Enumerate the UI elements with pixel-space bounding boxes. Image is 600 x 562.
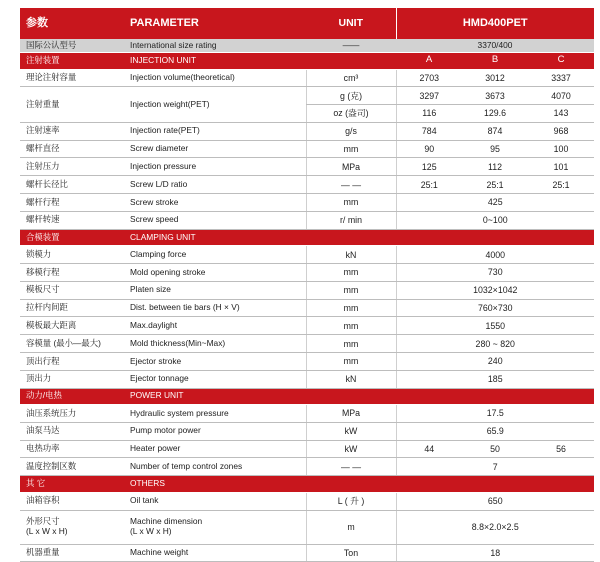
row-unit: kW (306, 422, 396, 440)
row-value-b: 112 (462, 158, 528, 176)
row-value-b: 95 (462, 140, 528, 158)
row-value-c: 3337 (528, 69, 594, 87)
table-row (20, 544, 594, 562)
row-en: Hydraulic system pressure (130, 405, 306, 423)
row-en: Clamping force (130, 246, 306, 264)
row-unit: kN (306, 370, 396, 388)
table-row (20, 246, 594, 264)
row-cn: 拉杆内间距 (20, 299, 130, 317)
row-en: Screw speed (130, 211, 306, 229)
row-unit: mm (306, 140, 396, 158)
header-en: PARAMETER (130, 8, 306, 39)
table-row (20, 299, 594, 317)
row-unit: kN (306, 246, 396, 264)
row-value-c: 25:1 (528, 176, 594, 194)
row-value-c: 4070 (528, 87, 594, 105)
row-value: 280 ~ 820 (396, 335, 594, 353)
row-value: 0~100 (396, 211, 594, 229)
table-row (20, 158, 594, 176)
row-value: 240 (396, 352, 594, 370)
size-rating-cn: 国际公认型号 (20, 39, 130, 53)
row-value-b: 25:1 (462, 176, 528, 194)
table-row (20, 458, 594, 476)
table-row (20, 440, 594, 458)
row-en: Ejector tonnage (130, 370, 306, 388)
row-cn: 螺杆行程 (20, 194, 130, 212)
row-value-c: 968 (528, 122, 594, 140)
row-cn: 温度控制区数 (20, 458, 130, 476)
row-unit: MPa (306, 405, 396, 423)
row-value-c: 56 (528, 440, 594, 458)
row-en: Mold thickness(Min~Max) (130, 335, 306, 353)
row-en: Pump motor power (130, 422, 306, 440)
row-en: Screw diameter (130, 140, 306, 158)
row-cn: 油压系统压力 (20, 405, 130, 423)
row-value: 650 (396, 492, 594, 510)
row-unit: mm (306, 317, 396, 335)
row-en: Injection rate(PET) (130, 122, 306, 140)
table-row (20, 87, 594, 105)
row-unit: cm³ (306, 69, 396, 87)
section-title-en: INJECTION UNIT (130, 53, 306, 70)
row-unit: — — (306, 176, 396, 194)
row-value-a: 125 (396, 158, 462, 176)
row-en: Heater power (130, 440, 306, 458)
row-unit: g (克) (306, 87, 396, 105)
section-power (20, 388, 594, 405)
size-rating-unit: —— (306, 39, 396, 53)
row-unit-oz: oz (盎司) (306, 105, 396, 123)
table-header (20, 8, 594, 39)
section-title-en: OTHERS (130, 476, 594, 493)
table-row (20, 140, 594, 158)
table-row (20, 194, 594, 212)
screw-col-a: A (396, 53, 462, 70)
row-cn: 注射重量 (20, 87, 130, 123)
row-en: Injection volume(theoretical) (130, 69, 306, 87)
row-unit: m (306, 510, 396, 544)
row-en: Max.daylight (130, 317, 306, 335)
row-en: Number of temp control zones (130, 458, 306, 476)
row-cn: 油泵马达 (20, 422, 130, 440)
table-row (20, 405, 594, 423)
row-cn: 螺杆转速 (20, 211, 130, 229)
row-value-b: 3673 (462, 87, 528, 105)
row-unit: MPa (306, 158, 396, 176)
row-value: 8.8×2.0×2.5 (396, 510, 594, 544)
row-value-a: 2703 (396, 69, 462, 87)
row-value: 4000 (396, 246, 594, 264)
row-value: 730 (396, 263, 594, 281)
table-row (20, 317, 594, 335)
section-title-cn: 动力/电热 (20, 388, 130, 405)
size-rating-value: 3370/400 (396, 39, 594, 53)
table-row (20, 370, 594, 388)
row-cn: 顶出行程 (20, 352, 130, 370)
row-cn: 机器重量 (20, 544, 130, 562)
table-row (20, 263, 594, 281)
row-cn: 移模行程 (20, 263, 130, 281)
table-row (20, 176, 594, 194)
table-row (20, 510, 594, 544)
row-en: Injection weight(PET) (130, 87, 306, 123)
screw-col-b: B (462, 53, 528, 70)
row-en: Ejector stroke (130, 352, 306, 370)
row-value: 18 (396, 544, 594, 562)
row-value: 65.9 (396, 422, 594, 440)
row-en: Machine dimension (L x W x H) (130, 510, 306, 544)
row-value-a-oz: 116 (396, 105, 462, 123)
row-unit: mm (306, 263, 396, 281)
row-value-a: 784 (396, 122, 462, 140)
row-unit: Ton (306, 544, 396, 562)
row-value: 185 (396, 370, 594, 388)
row-value-b: 874 (462, 122, 528, 140)
row-cn: 容模量 (最小—最大) (20, 335, 130, 353)
table-row (20, 122, 594, 140)
row-value-a: 90 (396, 140, 462, 158)
table-row (20, 281, 594, 299)
row-cn: 锁模力 (20, 246, 130, 264)
row-unit: mm (306, 281, 396, 299)
row-unit: mm (306, 299, 396, 317)
table-row (20, 352, 594, 370)
row-value-c: 101 (528, 158, 594, 176)
table-row (20, 492, 594, 510)
row-en: Screw stroke (130, 194, 306, 212)
row-en: Machine weight (130, 544, 306, 562)
row-unit: mm (306, 194, 396, 212)
row-value: 760×730 (396, 299, 594, 317)
row-cn: 油箱容积 (20, 492, 130, 510)
header-unit: UNIT (306, 8, 396, 39)
row-en: Dist. between tie bars (H × V) (130, 299, 306, 317)
row-unit: mm (306, 335, 396, 353)
row-cn: 模板尺寸 (20, 281, 130, 299)
row-value: 425 (396, 194, 594, 212)
section-others (20, 476, 594, 493)
section-title-cn: 注射装置 (20, 53, 130, 70)
row-value: 1032×1042 (396, 281, 594, 299)
row-en: Oil tank (130, 492, 306, 510)
row-value-a: 44 (396, 440, 462, 458)
table-row (20, 335, 594, 353)
row-cn: 注射速率 (20, 122, 130, 140)
row-value-c-oz: 143 (528, 105, 594, 123)
table-row (20, 69, 594, 87)
row-value-b: 50 (462, 440, 528, 458)
row-cn: 注射压力 (20, 158, 130, 176)
header-cn: 参数 (20, 8, 130, 39)
row-en: Injection pressure (130, 158, 306, 176)
section-title-cn: 合模装置 (20, 229, 130, 246)
row-value-b-oz: 129.6 (462, 105, 528, 123)
section-clamping (20, 229, 594, 246)
row-value: 1550 (396, 317, 594, 335)
section-injection (20, 53, 594, 70)
row-unit: r/ min (306, 211, 396, 229)
row-unit: L ( 升 ) (306, 492, 396, 510)
row-en: Screw L/D ratio (130, 176, 306, 194)
row-value: 17.5 (396, 405, 594, 423)
section-title-en: CLAMPING UNIT (130, 229, 594, 246)
row-cn: 顶出力 (20, 370, 130, 388)
screw-col-c: C (528, 53, 594, 70)
row-cn: 电热功率 (20, 440, 130, 458)
row-unit: mm (306, 352, 396, 370)
row-en: Mold opening stroke (130, 263, 306, 281)
size-rating-row (20, 39, 594, 53)
section-title-en: POWER UNIT (130, 388, 594, 405)
row-unit: kW (306, 440, 396, 458)
row-value: 7 (396, 458, 594, 476)
table-row (20, 422, 594, 440)
size-rating-en: International size rating (130, 39, 306, 53)
row-cn: 理论注射容量 (20, 69, 130, 87)
row-value-b: 3012 (462, 69, 528, 87)
header-model: HMD400PET (396, 8, 594, 39)
row-cn: 外形尺寸 (L x W x H) (20, 510, 130, 544)
section-title-cn: 其 它 (20, 476, 130, 493)
row-cn: 螺杆直径 (20, 140, 130, 158)
row-en: Platen size (130, 281, 306, 299)
row-unit: g/s (306, 122, 396, 140)
row-value-a: 3297 (396, 87, 462, 105)
row-cn: 螺杆长径比 (20, 176, 130, 194)
spec-table (20, 8, 594, 562)
row-unit: — — (306, 458, 396, 476)
row-value-a: 25:1 (396, 176, 462, 194)
table-row (20, 211, 594, 229)
row-value-c: 100 (528, 140, 594, 158)
row-cn: 模板最大距离 (20, 317, 130, 335)
